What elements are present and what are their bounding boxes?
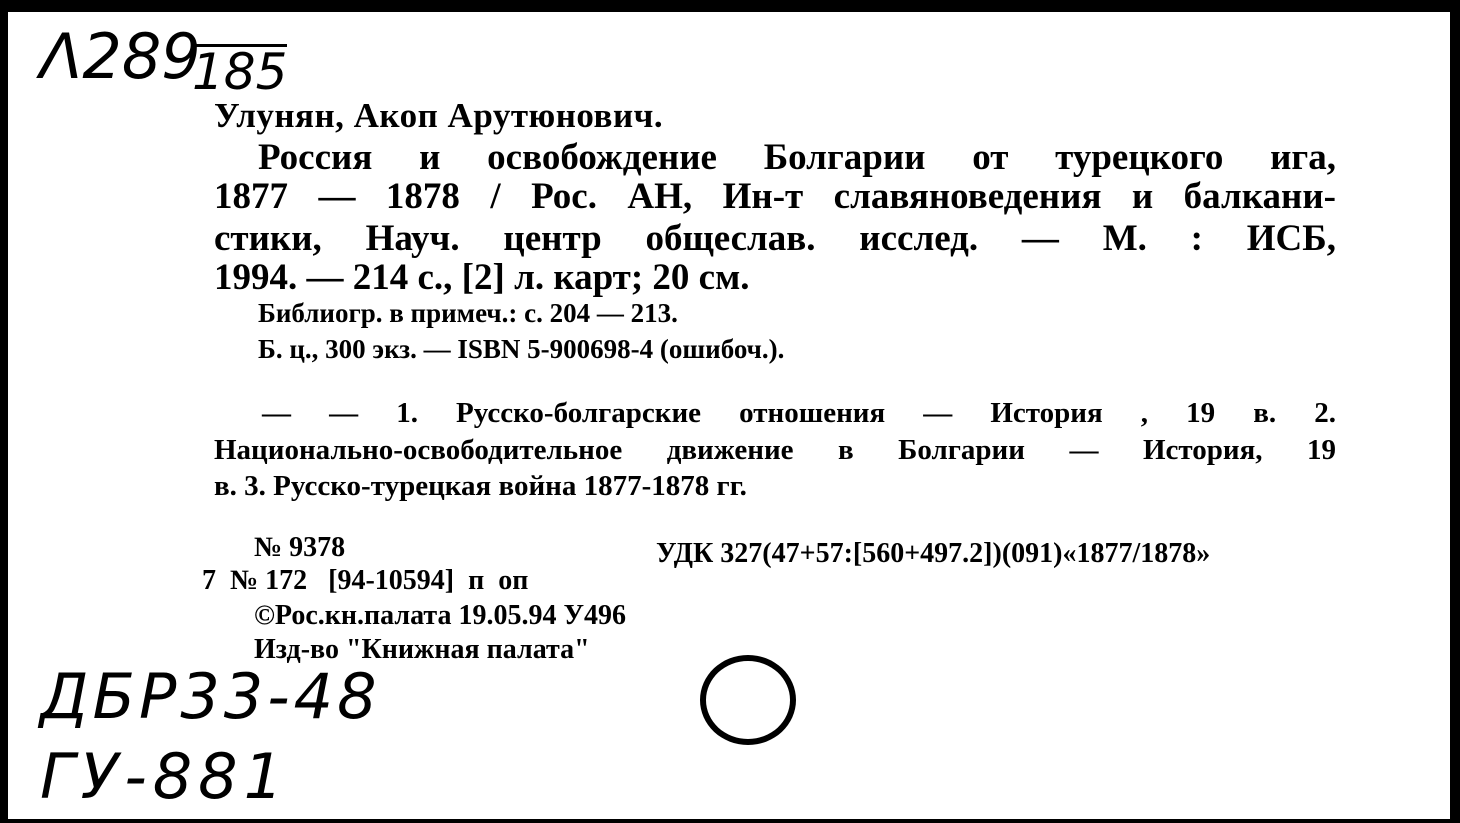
title-line-4: 1994. — 214 с., [2] л. карт; 20 см. [214, 257, 750, 298]
copyright-line: ©Рос.кн.палата 19.05.94 У496 [254, 600, 627, 631]
title-line-3: стики, Науч. центр общеслав. исслед. — М. : ИСБ, [214, 218, 1336, 259]
handwritten-inventory-code-1: ДБР33-48 [40, 660, 381, 733]
punch-hole-circle [700, 655, 796, 745]
card-border-right [1450, 8, 1460, 823]
author-heading: Улунян, Акоп Арутюнович. [214, 96, 664, 135]
card-border-bottom [0, 819, 1460, 823]
handwritten-shelf-code: Λ289 [40, 20, 201, 93]
handwritten-shelf-subcode: 185 [192, 43, 288, 101]
udk-code: УДК 327(47+57:[560+497.2])(091)«1877/1878» [656, 538, 1211, 569]
card-border-top [0, 0, 1460, 12]
bibliography-note: Библиогр. в примеч.: с. 204 — 213. [258, 298, 678, 328]
subject-line-2: Национально-освободительное движение в Болгарии — История, 19 [214, 434, 1336, 466]
title-line-2: 1877 — 1878 / Рос. АН, Ин-т славяноведения и балкани- [214, 176, 1336, 217]
subject-line-3: в. 3. Русско-турецкая война 1877-1878 гг. [214, 470, 747, 502]
publisher-line: Изд-во "Книжная палата" [254, 634, 590, 665]
card-border-left [0, 0, 8, 823]
handwritten-inventory-code-2: ГУ-881 [40, 740, 290, 813]
card-number: 7 № 172 [94-10594] п оп [202, 565, 529, 596]
price-isbn-note: Б. ц., 300 экз. — ISBN 5-900698-4 (ошибоч.). [258, 334, 785, 364]
title-line-1: Россия и освобождение Болгарии от турецкого ига, [258, 137, 1336, 178]
subject-line-1: — — 1. Русско-болгарские отношения — История , 19 в. 2. [262, 397, 1336, 429]
record-number: № 9378 [254, 532, 346, 563]
